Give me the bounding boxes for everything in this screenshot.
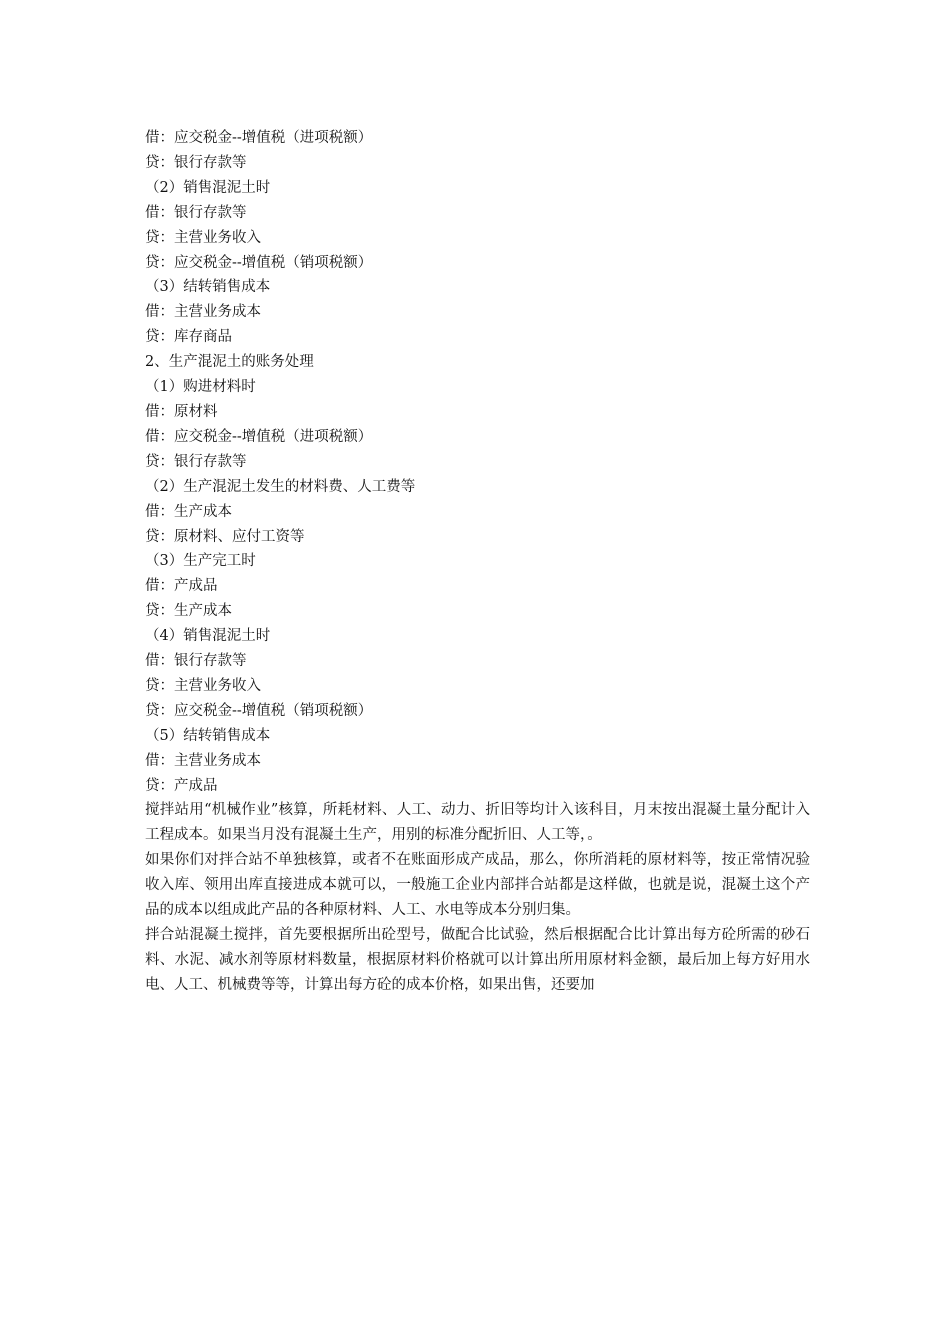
- text-line: （2）生产混泥土发生的材料费、人工费等: [145, 478, 416, 495]
- text-line: 借：产成品: [145, 578, 218, 595]
- text-line: 贷：主营业务收入: [145, 229, 261, 246]
- text-line: 贷：银行存款等: [145, 453, 247, 470]
- text-line: （1）购进材料时: [145, 379, 256, 396]
- text-line: 贷：银行存款等: [145, 154, 247, 171]
- text-line: 借：应交税金--增值税（进项税额）: [145, 428, 373, 445]
- text-line: （4）销售混泥土时: [145, 628, 271, 645]
- text-line: 借：主营业务成本: [145, 752, 261, 769]
- text-line: 贷：主营业务收入: [145, 677, 261, 694]
- text-line: 借：银行存款等: [145, 653, 247, 670]
- body-paragraph: 搅拌站用“机械作业”核算，所耗材料、人工、动力、折旧等均计入该科目，月末按出混凝土量分配计入工程成本。如果当月没有混凝土生产，用别的标准分配折旧、人工等，。: [145, 802, 810, 844]
- body-paragraph: 拌合站混凝土搅拌，首先要根据所出砼型号，做配合比试验，然后根据配合比计算出每方砼所需的砂石料、水泥、减水剂等原材料数量，根据原材料价格就可以计算出所用原材料金额，最后加上每方好用水电、人工、机械费等等，计算出每方砼的成本价格，如果出售，还要加: [145, 927, 810, 993]
- text-line: 借：主营业务成本: [145, 304, 261, 321]
- text-line: 贷：应交税金--增值税（销项税额）: [145, 702, 373, 719]
- text-line: 借：生产成本: [145, 503, 232, 520]
- text-line: （5）结转销售成本: [145, 727, 271, 744]
- text-line: （3）结转销售成本: [145, 279, 271, 296]
- text-line: 借：应交税金--增值税（进项税额）: [145, 130, 373, 146]
- document-body: [145, 126, 810, 998]
- text-line: 贷：生产成本: [145, 603, 232, 620]
- text-line: 贷：应交税金--增值税（销项税额）: [145, 254, 373, 271]
- section-heading: 2、生产混泥土的账务处理: [145, 354, 314, 371]
- text-line: （2）销售混泥土时: [145, 179, 271, 196]
- text-line: 贷：原材料、应付工资等: [145, 528, 305, 545]
- text-line: 贷：库存商品: [145, 329, 232, 346]
- text-line: 借：原材料: [145, 403, 218, 420]
- text-line: 贷：产成品: [145, 777, 218, 794]
- body-paragraph: 如果你们对拌合站不单独核算，或者不在账面形成产成品，那么，你所消耗的原材料等，按正常情况验收入库、领用出库直接进成本就可以，一般施工企业内部拌合站都是这样做，也就是说，混凝土这个产品的成本以组成此产品的各种原材料、人工、水电等成本分别归集。: [145, 852, 810, 919]
- text-line: 借：银行存款等: [145, 204, 247, 221]
- text-line: （3）生产完工时: [145, 553, 256, 570]
